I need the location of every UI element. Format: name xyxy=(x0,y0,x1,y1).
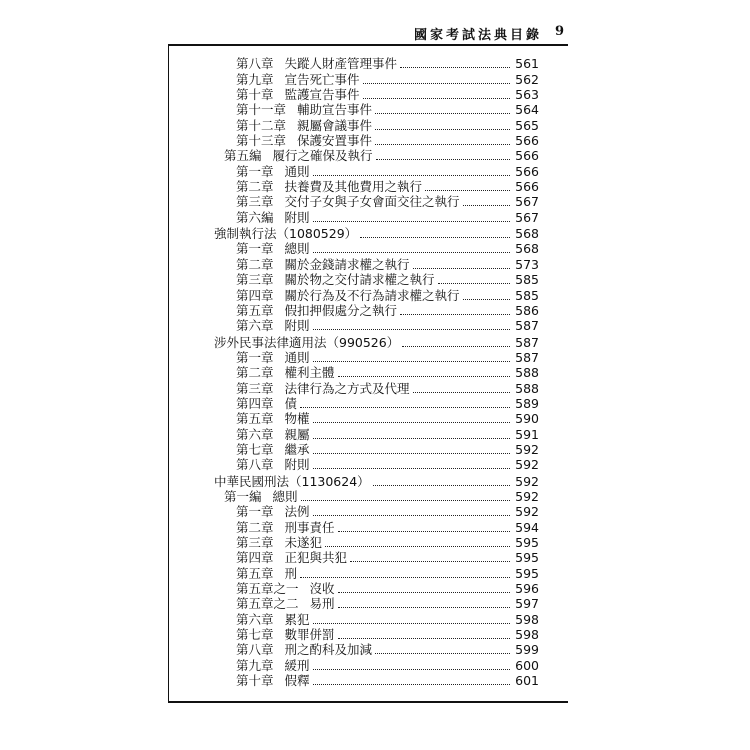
toc-entry-title: 累犯 xyxy=(284,611,310,627)
toc-entry-title: 關於行為及不行為請求權之執行 xyxy=(284,287,460,303)
toc-entry-title: 通則 xyxy=(284,163,310,179)
toc-entry-title: 未遂犯 xyxy=(284,535,323,550)
toc-entry-title: 宣告死亡事件 xyxy=(284,71,360,87)
dot-leader xyxy=(338,592,510,593)
dot-leader xyxy=(438,283,510,284)
toc-chapter-entry xyxy=(210,565,539,580)
toc-entry-title: 輔助宣告事件 xyxy=(297,102,373,118)
toc-entry-title: 正犯與共犯 xyxy=(284,550,348,566)
dot-leader xyxy=(402,346,510,347)
toc-chapter-entry xyxy=(210,535,539,550)
toc-entry-number: 第三章 xyxy=(236,535,274,550)
toc-entry-page-number: 589 xyxy=(515,395,539,411)
toc-chapter-entry xyxy=(210,504,539,519)
toc-chapter-entry xyxy=(210,642,539,657)
toc-entry-number: 第五章 xyxy=(236,302,274,318)
toc-entry-number: 第一章 xyxy=(236,504,274,520)
toc-entry-number: 第六章 xyxy=(236,426,274,442)
toc-chapter-entry xyxy=(210,657,539,672)
toc-chapter-entry xyxy=(210,442,539,457)
toc-chapter-entry xyxy=(210,303,539,318)
dot-leader xyxy=(400,314,510,315)
toc-entry-number: 第一章 xyxy=(236,349,274,365)
toc-entry-title: 法例 xyxy=(284,504,310,520)
toc-entry-number: 第四章 xyxy=(236,395,274,411)
toc-entry-page-number: 588 xyxy=(515,380,539,396)
toc-chapter-entry xyxy=(210,673,539,688)
toc-entry-title: 權利主體 xyxy=(284,365,335,381)
dot-leader xyxy=(338,607,510,608)
toc-chapter-entry xyxy=(210,287,539,302)
toc-chapter-entry xyxy=(210,611,539,626)
toc-entry-title: 強制執行法（1080529） xyxy=(214,226,358,242)
toc-entry-number: 第二章 xyxy=(236,365,274,381)
toc-entry-page-number: 601 xyxy=(515,673,539,689)
toc-entry-title: 履行之確保及執行 xyxy=(272,148,373,164)
toc-entry-number: 第一章 xyxy=(236,163,274,179)
dot-leader xyxy=(313,329,510,330)
toc-chapter-entry xyxy=(210,457,539,472)
toc-entry-page-number: 592 xyxy=(515,457,539,473)
toc-entry-number: 第八章 xyxy=(236,457,274,473)
dot-leader xyxy=(313,175,510,176)
toc-entry-title: 保護安置事件 xyxy=(297,133,373,149)
toc-entry-title: 總則 xyxy=(284,241,310,257)
toc-entry-number: 第八章 xyxy=(236,56,274,72)
toc-entry-number: 第七章 xyxy=(236,627,274,643)
toc-entry-number: 第十章 xyxy=(236,673,274,689)
toc-entry-page-number: 587 xyxy=(515,334,539,350)
toc-entry-title: 關於金錢請求權之執行 xyxy=(284,256,410,272)
toc-entry-title: 債 xyxy=(284,395,298,411)
toc-entry-number: 第二章 xyxy=(236,179,274,195)
dot-leader xyxy=(300,577,510,578)
toc-entry-page-number: 573 xyxy=(515,256,539,272)
toc-entry-title: 沒收 xyxy=(309,581,335,597)
toc-entry-number: 第十章 xyxy=(236,87,274,103)
toc-entry-title: 緩刑 xyxy=(284,657,310,673)
dot-leader xyxy=(375,144,510,145)
dot-leader xyxy=(350,561,510,562)
toc-chapter-entry xyxy=(210,87,539,102)
toc-chapter-entry xyxy=(210,256,539,271)
toc-entry-number: 第七章 xyxy=(236,441,274,457)
toc-entry-number: 第十三章 xyxy=(236,133,287,149)
toc-entry-page-number: 599 xyxy=(515,642,539,658)
toc-entry-number: 第九章 xyxy=(236,657,274,673)
toc-entry-title: 法律行為之方式及代理 xyxy=(284,380,410,396)
dot-leader xyxy=(313,361,510,362)
running-header-page-number: 9 xyxy=(554,24,564,39)
dot-leader xyxy=(313,438,510,439)
toc-entry-number: 第八章 xyxy=(236,642,274,658)
toc-entry-title: 關於物之交付請求權之執行 xyxy=(284,272,435,288)
toc-entry-title: 附則 xyxy=(284,318,310,334)
toc-chapter-entry xyxy=(210,426,539,441)
toc-entry-number: 第二章 xyxy=(236,519,274,535)
toc-entry-title: 涉外民事法律適用法（990526） xyxy=(214,334,400,350)
toc-entry-number: 第五章 xyxy=(236,565,274,581)
toc-chapter-entry xyxy=(210,396,539,411)
dot-leader xyxy=(413,392,510,393)
running-header-title: 國家考試法典目錄 xyxy=(413,28,542,43)
toc-chapter-entry xyxy=(210,596,539,611)
toc-entry-page-number: 591 xyxy=(515,426,539,442)
toc-entry-number: 第五章之一 xyxy=(236,581,299,597)
toc-entry-page-number: 585 xyxy=(515,272,539,288)
toc-entry-title: 附則 xyxy=(284,209,310,225)
toc-chapter-entry xyxy=(210,102,539,117)
toc-entry-page-number: 565 xyxy=(515,117,539,133)
toc-entry-title: 親屬會議事件 xyxy=(297,117,373,133)
dot-leader xyxy=(313,422,510,423)
dot-leader xyxy=(313,468,510,469)
toc-entry-number: 第一編 xyxy=(224,488,262,504)
toc-entry-number: 第五章之二 xyxy=(236,596,299,612)
dot-leader xyxy=(313,669,510,670)
toc-entry-page-number: 592 xyxy=(515,504,539,520)
toc-entry-title: 假釋 xyxy=(284,673,310,689)
toc-law-entry xyxy=(210,226,539,241)
toc-entry-page-number: 568 xyxy=(515,241,539,257)
toc-entry-title: 交付子女與子女會面交往之執行 xyxy=(284,194,460,210)
toc-chapter-entry xyxy=(210,550,539,565)
toc-chapter-entry xyxy=(210,519,539,534)
dot-leader xyxy=(463,299,510,300)
toc-chapter-entry xyxy=(210,241,539,256)
toc-entry-title: 失蹤人財產管理事件 xyxy=(284,56,398,72)
toc-entry-page-number: 592 xyxy=(515,488,539,504)
toc-entry-number: 第六章 xyxy=(236,318,274,334)
toc-chapter-entry xyxy=(210,365,539,380)
toc-entry-page-number: 564 xyxy=(515,102,539,118)
toc-entry-page-number: 600 xyxy=(515,657,539,673)
toc-entry-number: 第十一章 xyxy=(236,102,287,118)
toc-entry-number: 第三章 xyxy=(236,380,274,396)
toc-chapter-entry xyxy=(210,179,539,194)
toc-entry-title: 附則 xyxy=(284,457,310,473)
toc-entry-page-number: 566 xyxy=(515,163,539,179)
toc-law-entry xyxy=(210,473,539,488)
toc-entry-title: 總則 xyxy=(272,488,298,504)
dot-leader xyxy=(325,546,510,547)
toc-chapter-entry xyxy=(210,71,539,86)
dot-leader xyxy=(360,237,510,238)
toc-entry-page-number: 597 xyxy=(515,596,539,612)
toc-chapter-entry xyxy=(210,272,539,287)
toc-entry-title: 扶養費及其他費用之執行 xyxy=(284,179,423,195)
toc-chapter-entry xyxy=(210,56,539,71)
toc-entry-title: 假扣押假處分之執行 xyxy=(284,302,398,318)
toc-entry-number: 第十二章 xyxy=(236,117,287,133)
dot-leader xyxy=(363,83,510,84)
toc-entry-page-number: 585 xyxy=(515,287,539,303)
toc-entry-number: 第四章 xyxy=(236,287,274,303)
toc-entry-number: 第六章 xyxy=(236,611,274,627)
dot-leader xyxy=(313,515,510,516)
dot-leader xyxy=(338,638,510,639)
toc-part-entry xyxy=(210,489,539,504)
dot-leader xyxy=(301,500,510,501)
toc-entry-page-number: 594 xyxy=(515,519,539,535)
toc-entry-title: 監護宣告事件 xyxy=(284,87,360,103)
toc-entry-number: 第二章 xyxy=(236,256,274,272)
toc-entry-number: 第五編 xyxy=(224,148,262,164)
toc-entry-page-number: 587 xyxy=(515,318,539,334)
toc-chapter-entry xyxy=(210,117,539,132)
dot-leader xyxy=(313,252,510,253)
toc-entry-title: 物權 xyxy=(284,411,310,427)
toc-chapter-entry xyxy=(210,380,539,395)
toc-entry-number: 第六編 xyxy=(236,209,274,225)
dot-leader xyxy=(375,129,510,130)
dot-leader xyxy=(375,113,510,114)
left-margin-rule xyxy=(168,44,169,702)
toc-chapter-entry xyxy=(210,350,539,365)
toc-entry-page-number: 595 xyxy=(515,535,539,550)
toc-entry-page-number: 567 xyxy=(515,209,539,225)
dot-leader xyxy=(313,221,510,222)
toc-entry-page-number: 588 xyxy=(515,365,539,381)
table-of-contents xyxy=(210,56,539,688)
toc-entry-title: 刑事責任 xyxy=(284,519,335,535)
dot-leader xyxy=(313,623,510,624)
toc-part-entry xyxy=(210,148,539,163)
toc-entry-title: 親屬 xyxy=(284,426,310,442)
toc-chapter-entry xyxy=(210,581,539,596)
toc-entry-page-number: 595 xyxy=(515,550,539,566)
toc-entry-page-number: 595 xyxy=(515,565,539,581)
toc-entry-page-number: 566 xyxy=(515,148,539,164)
toc-entry-page-number: 561 xyxy=(515,56,539,72)
toc-entry-page-number: 586 xyxy=(515,302,539,318)
dot-leader xyxy=(375,653,510,654)
dot-leader xyxy=(338,531,510,532)
toc-entry-title: 數罪併罰 xyxy=(284,627,335,643)
toc-law-entry xyxy=(210,334,539,349)
toc-chapter-entry xyxy=(210,318,539,333)
toc-entry-page-number: 567 xyxy=(515,194,539,210)
toc-entry-page-number: 596 xyxy=(515,581,539,597)
toc-entry-number: 第一章 xyxy=(236,241,274,257)
header-rule xyxy=(168,44,568,46)
toc-entry-page-number: 592 xyxy=(515,473,539,489)
toc-entry-page-number: 592 xyxy=(515,441,539,457)
dot-leader xyxy=(376,159,510,160)
toc-chapter-entry xyxy=(210,209,539,224)
dot-leader xyxy=(373,485,510,486)
toc-entry-page-number: 563 xyxy=(515,87,539,103)
toc-entry-number: 第五章 xyxy=(236,411,274,427)
toc-entry-page-number: 587 xyxy=(515,349,539,365)
toc-entry-number: 第九章 xyxy=(236,71,274,87)
toc-entry-number: 第三章 xyxy=(236,272,274,288)
toc-chapter-entry xyxy=(210,133,539,148)
dot-leader xyxy=(313,684,510,685)
toc-entry-title: 中華民國刑法（1130624） xyxy=(214,473,370,489)
toc-entry-number: 第四章 xyxy=(236,550,274,566)
dot-leader xyxy=(363,98,510,99)
dot-leader xyxy=(425,190,510,191)
dot-leader xyxy=(400,67,510,68)
toc-chapter-entry xyxy=(210,411,539,426)
toc-entry-title: 易刑 xyxy=(309,596,335,612)
toc-entry-page-number: 562 xyxy=(515,71,539,87)
toc-chapter-entry xyxy=(210,194,539,209)
dot-leader xyxy=(313,453,510,454)
toc-chapter-entry xyxy=(210,163,539,178)
dot-leader xyxy=(413,268,510,269)
footer-rule xyxy=(168,701,568,703)
toc-chapter-entry xyxy=(210,627,539,642)
toc-entry-page-number: 590 xyxy=(515,411,539,427)
dot-leader xyxy=(300,407,510,408)
dot-leader xyxy=(338,376,510,377)
toc-entry-title: 刑之酌科及加減 xyxy=(284,642,373,658)
toc-entry-title: 通則 xyxy=(284,349,310,365)
toc-entry-page-number: 598 xyxy=(515,611,539,627)
toc-entry-page-number: 566 xyxy=(515,133,539,149)
dot-leader xyxy=(463,205,510,206)
toc-entry-number: 第三章 xyxy=(236,194,274,210)
page-header xyxy=(168,24,568,44)
toc-entry-page-number: 568 xyxy=(515,226,539,242)
toc-entry-page-number: 566 xyxy=(515,179,539,195)
toc-entry-title: 繼承 xyxy=(284,441,310,457)
toc-entry-title: 刑 xyxy=(284,565,298,581)
toc-entry-page-number: 598 xyxy=(515,627,539,643)
